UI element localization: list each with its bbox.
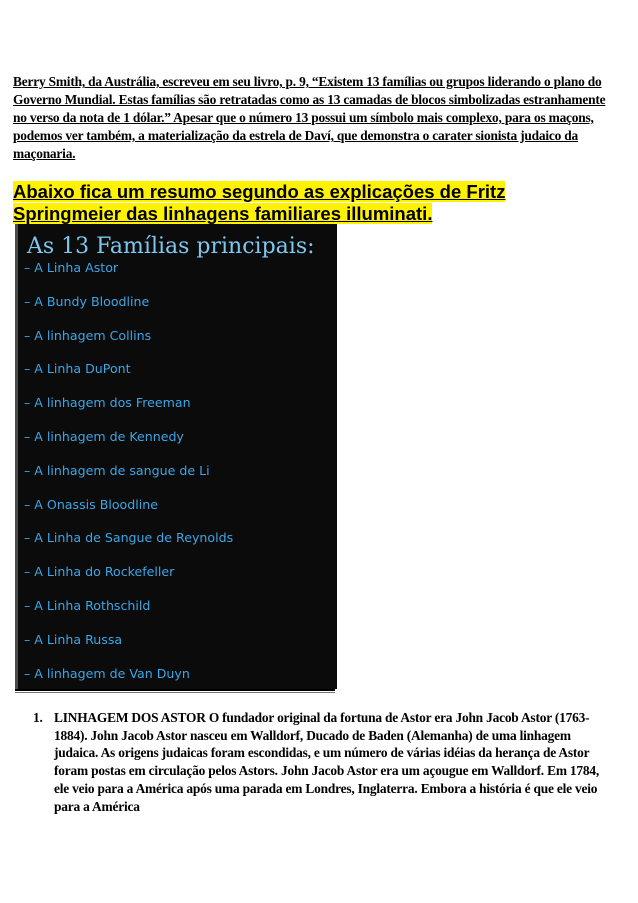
section-number: 1. — [33, 710, 43, 725]
divider-thin — [15, 692, 335, 693]
family-item — [24, 493, 233, 527]
dash-glyph: – — [24, 665, 31, 681]
family-item-label: A Linha Astor — [34, 260, 119, 275]
intro-paragraph: Berry Smith, da Austrália, escreveu em seu livro, p. 9, “Existem 13 famílias ou grupos liderando o plano do Governo Mundial. Estas famílias são retratadas como as 13 camadas de blocos simbolizadas estranhamente no verso da nota de 1 dólar.” Apesar que o número 13 possui um símbolo mais complexo, para os maçons, podemos ver também, a materialização da estrela de Daví, que demonstra o carater sionista judaico da maçonaria. — [13, 74, 606, 161]
family-item — [24, 256, 233, 290]
family-item-label: A linhagem dos Freeman — [34, 395, 191, 411]
family-item-label: A Linha do Rockefeller — [34, 564, 175, 580]
family-item — [24, 357, 233, 391]
dash-glyph: – — [24, 293, 31, 309]
family-item — [24, 290, 233, 324]
dash-glyph: – — [24, 260, 31, 275]
family-item — [24, 628, 233, 662]
family-item — [24, 425, 233, 459]
dash-glyph: – — [24, 597, 31, 613]
dash-glyph: – — [24, 428, 31, 444]
family-item — [24, 391, 233, 425]
section-1 — [33, 709, 613, 815]
dash-glyph: – — [24, 462, 31, 478]
family-item — [24, 594, 233, 628]
family-item — [24, 459, 233, 493]
dash-glyph: – — [24, 395, 31, 411]
dash-glyph: – — [24, 530, 31, 546]
family-item — [24, 324, 233, 358]
family-item-label: A Linha Rothschild — [34, 597, 151, 613]
family-item — [24, 526, 233, 560]
family-item-label: A Onassis Bloodline — [34, 496, 158, 512]
dash-glyph: – — [24, 631, 31, 647]
family-item-label: A linhagem de Kennedy — [34, 428, 184, 444]
family-item-label: A linhagem de Van Duyn — [34, 665, 190, 681]
highlighted-heading — [13, 181, 553, 225]
dash-glyph: – — [24, 564, 31, 580]
family-item-label: A Linha DuPont — [34, 361, 131, 377]
highlighted-heading-text: Abaixo fica um resumo segundo as explicações de Fritz Springmeier das linhagens familiares illuminati. — [13, 181, 506, 224]
families-list — [24, 256, 233, 695]
families-title: As 13 Famílias principais: — [27, 234, 315, 259]
family-item-label: A linhagem Collins — [34, 327, 152, 343]
family-item-label: A Linha de Sangue de Reynolds — [34, 530, 234, 546]
dash-glyph: – — [24, 496, 31, 512]
family-item-label: A linhagem de sangue de Li — [34, 462, 210, 478]
family-item-label: A Bundy Bloodline — [34, 293, 150, 309]
section-text: LINHAGEM DOS ASTOR O fundador original da fortuna de Astor era John Jacob Astor (1763-1884). John Jacob Astor nasceu em Walldorf, Ducado de Baden (Alemanha) de uma linhagem judaica. As origens judaicas foram escondidas, e um número de várias idéias da herança de Astor foram postas em circulação pelos Astors. John Jacob Astor era um açougue em Walldorf. Em 1784, ele veio para a América após uma parada em Londres, Inglaterra. Embora a história é que ele veio para a América — [54, 710, 600, 814]
divider-thick — [15, 689, 335, 691]
dash-glyph: – — [24, 361, 31, 377]
family-item — [24, 560, 233, 594]
dash-glyph: – — [24, 327, 31, 343]
family-item-label: A Linha Russa — [34, 631, 123, 647]
families-image-box — [15, 224, 337, 689]
